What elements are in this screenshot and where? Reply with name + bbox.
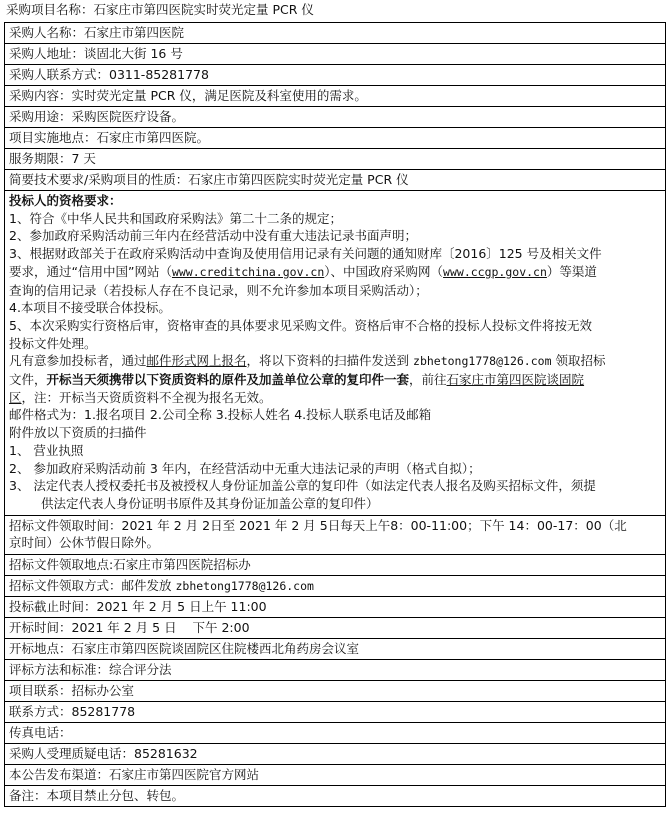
note-row: 备注：本项目禁止分包、转包。 (5, 785, 665, 806)
signup-email[interactable]: zbhetong1778@126.com (413, 354, 552, 369)
venue-text: 石家庄市第四医院谈固院 (446, 372, 585, 388)
qualification-item-5-line-1: 5、本次采购实行资格后审，资格审查的具体要求见采购文件。资格后审不合格的投标人投标文件将按无效 (9, 317, 592, 333)
complaint-phone-row: 采购人受理质疑电话：85281632 (5, 743, 665, 764)
purchase-usage-row: 采购用途：采购医院医疗设备。 (5, 106, 665, 127)
text-span: 文件， (9, 372, 47, 388)
service-period-row: 服务期限：7 天 (5, 148, 665, 169)
opening-time-row: 开标时间：2021 年 2 月 5 日 下午 2:00 (5, 617, 665, 638)
attachment-item-3-line-1: 3、 法定代表人授权委托书及被授权人身份证加盖公章的复印件（如法定代表人报名及购买招标文件，须提 (9, 478, 596, 494)
qualification-item-3-line-1: 3、根据财政部关于在政府采购活动中查询及使用信用记录有关问题的通知财库〔2016〕125 号及相关文件 (9, 246, 602, 262)
opening-place-row: 开标地点：石家庄市第四医院谈固院区住院楼西北角药房会议室 (5, 638, 665, 659)
doc-time-line-2: 京时间）公休节假日除外。 (9, 535, 160, 551)
attachment-item-3-line-2: 供法定代表人身份证明书原件及其身份证加盖公章的复印件） (41, 495, 379, 511)
publish-channel-row: 本公告发布渠道：石家庄市第四医院官方网站 (5, 764, 665, 785)
text-span: 领取招标 (551, 353, 606, 369)
qualification-item-4: 4.本项目不接受联合体投标。 (9, 300, 171, 316)
doc-collection-method-row (5, 575, 665, 596)
signup-line-1 (9, 352, 661, 371)
doc-time-line-1: 招标文件领取时间：2021 年 2 月 2日至 2021 年 2 月 5日每天上午8：00-11:00；下午 14：00-17：00（北 (9, 517, 627, 533)
qualification-item-5-line-2: 投标文件处理。 (9, 335, 97, 351)
qualification-section (5, 190, 665, 515)
qualification-item-2: 2、参加政府采购活动前三年内在经营活动中没有重大违法记录书面声明； (9, 228, 417, 244)
mail-format: 邮件格式为：1.报名项目 2.公司全称 3.投标人姓名 4.投标人联系电话及邮箱 (9, 407, 432, 423)
buyer-address-row: 采购人地址：谈固北大街 16 号 (5, 43, 665, 64)
tech-requirements-row: 简要技术要求/采购项目的性质：石家庄市第四医院实时荧光定量 PCR 仪 (5, 169, 665, 190)
buyer-contact-row: 采购人联系方式：0311-85281778 (5, 64, 665, 85)
qualification-title: 投标人的资格要求： (9, 193, 122, 208)
text-span: ，前往 (409, 372, 447, 388)
text-span: ，注：开标当天资质资料不全视为报名无效。 (21, 389, 272, 405)
doc-method-email[interactable]: zbhetong1778@126.com (175, 579, 314, 594)
bid-deadline-row: 投标截止时间：2021 年 2 月 5 日上午 11:00 (5, 596, 665, 617)
contact-phone-row: 联系方式：85281778 (5, 701, 665, 722)
ccgp-link[interactable]: www.ccgp.gov.cn (443, 264, 547, 279)
attachment-item-1: 1、 营业执照 (9, 442, 84, 458)
text-span: 凡有意参加投标者，通过 (9, 353, 147, 369)
text-span: 要求，通过“信用中国”网站（ (9, 263, 172, 279)
doc-collection-place-row: 招标文件领取地点:石家庄市第四医院招标办 (5, 554, 665, 575)
buyer-name-row: 采购人名称：石家庄市第四医院 (9, 25, 185, 40)
project-name-header: 采购项目名称：石家庄市第四医院实时荧光定量 PCR 仪 (6, 2, 314, 17)
text-span: ）等渠道 (546, 263, 597, 279)
fax-row: 传真电话： (5, 722, 665, 743)
email-signup-text: 邮件形式网上报名 (146, 353, 247, 369)
project-contact-row: 项目联系：招标办公室 (5, 680, 665, 701)
purchase-content-row: 采购内容：实时荧光定量 PCR 仪，满足医院及科室使用的需求。 (5, 85, 665, 106)
doc-collection-time-row (5, 515, 665, 554)
announcement-table (4, 22, 666, 807)
qualification-item-3-line-2 (9, 263, 661, 282)
signup-line-3 (9, 389, 661, 407)
qualification-item-3-line-3: 查询的信用记录（若投标人存在不良记录，则不允许参加本项目采购活动）； (9, 282, 428, 298)
attachment-item-2: 2、 参加政府采购活动前 3 年内，在经营活动中无重大违法记录的声明（格式自拟）； (9, 460, 481, 476)
creditchina-link[interactable]: www.creditchina.gov.cn (171, 264, 325, 279)
implementation-place-row: 项目实施地点：石家庄市第四医院。 (5, 127, 665, 148)
qualification-item-1: 1、符合《中华人民共和国政府采购法》第二十二条的规定； (9, 210, 342, 226)
venue-text-end: 区 (9, 389, 22, 405)
evaluation-method-row: 评标方法和标准：综合评分法 (5, 659, 665, 680)
bring-originals-notice: 开标当天须携带以下资质资料的原件及加盖单位公章的复印件一套 (46, 372, 410, 388)
signup-line-2 (9, 371, 661, 389)
attachment-title: 附件放以下资质的扫描件 (9, 425, 147, 441)
text-span: 招标文件领取方式：邮件发放 (9, 578, 176, 594)
text-span: ，将以下资料的扫描件发送到 (246, 353, 414, 369)
text-span: ）、中国政府采购网（ (324, 263, 444, 279)
